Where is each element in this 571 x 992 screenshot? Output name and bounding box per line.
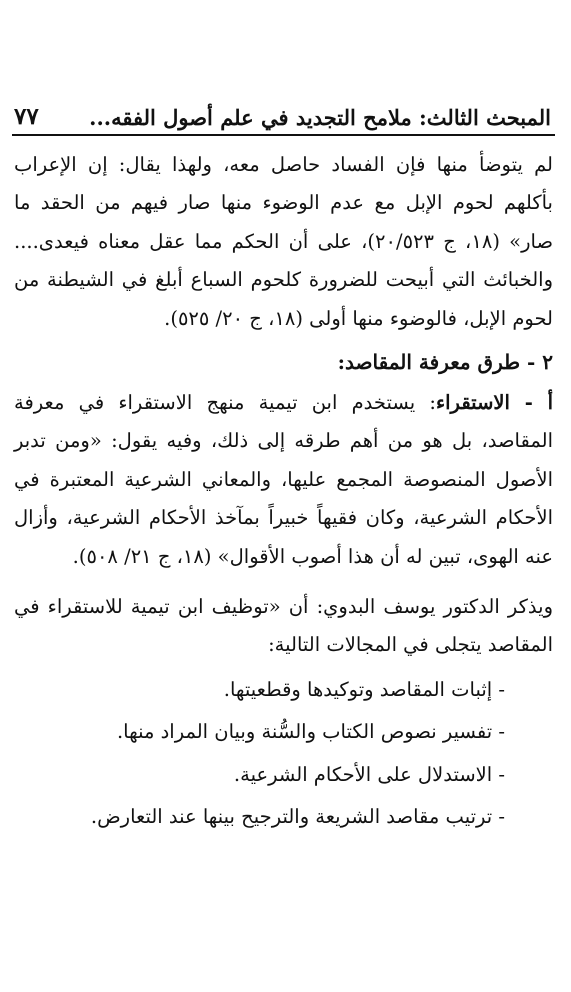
header-rule xyxy=(12,134,555,136)
bullet-item: - تفسير نصوص الكتاب والسُّنة وبيان المراد منها. xyxy=(116,720,505,744)
bullet-item: - الاستدلال على الأحكام الشرعية. xyxy=(233,762,505,786)
section-heading: ٢ - طرق معرفة المقاصد: xyxy=(337,350,553,375)
page-header xyxy=(14,96,551,130)
paragraph-2-lead: أ - الاستقراء xyxy=(435,391,554,415)
paragraph-2-text: : يستخدم ابن تيمية منهج الاستقراء في معرفة المقاصد، بل هو من أهم طرقه إلى ذلك، وفيه يقول: «ومن تدبر الأصول المنصوصة المجمع عليها، والمعاني الشرعية المعتبرة في الأحكام الشرعية، وكان فقيهاً خبيراً بمآخذ الأحكام الشرعية، وأزال عنه الهوى، تبين له أن هذا أصوب الأقوال» (١٨، ج ٢١/ ٥٠٨). xyxy=(14,391,553,568)
paragraph-2 xyxy=(14,384,553,576)
bullet-item: - إثبات المقاصد وتوكيدها وقطعيتها. xyxy=(223,677,505,701)
bullet-item: - ترتيب مقاصد الشريعة والترجيح بينها عند التعارض. xyxy=(90,805,505,829)
running-head: المبحث الثالث: ملامح التجديد في علم أصول الفقه... xyxy=(89,105,551,130)
paragraph-1: لم يتوضأ منها فإن الفساد حاصل معه، ولهذا يقال: إن الإعراب بأكلهم لحوم الإبل مع عدم الوضوء منها صار فيهم من الحقد ما صار» (١٨، ج ٢٠/٥٢٣)، على أن الحكم مما عقل معناه فيعدى.... والخبائث التي أبيحت للضرورة كلحوم السباع أبلغ في الشيطنة من لحوم الإبل، فالوضوء منها أولى (١٨، ج ٢٠/ ٥٢٥). xyxy=(14,153,554,330)
page-body xyxy=(14,146,553,841)
page-number: ٧٧ xyxy=(14,103,39,130)
paragraph-3: ويذكر الدكتور يوسف البدوي: أن «توظيف ابن تيمية للاستقراء في المقاصد يتجلى في المجالات التالية: xyxy=(14,595,553,657)
bullet-list xyxy=(14,671,553,837)
